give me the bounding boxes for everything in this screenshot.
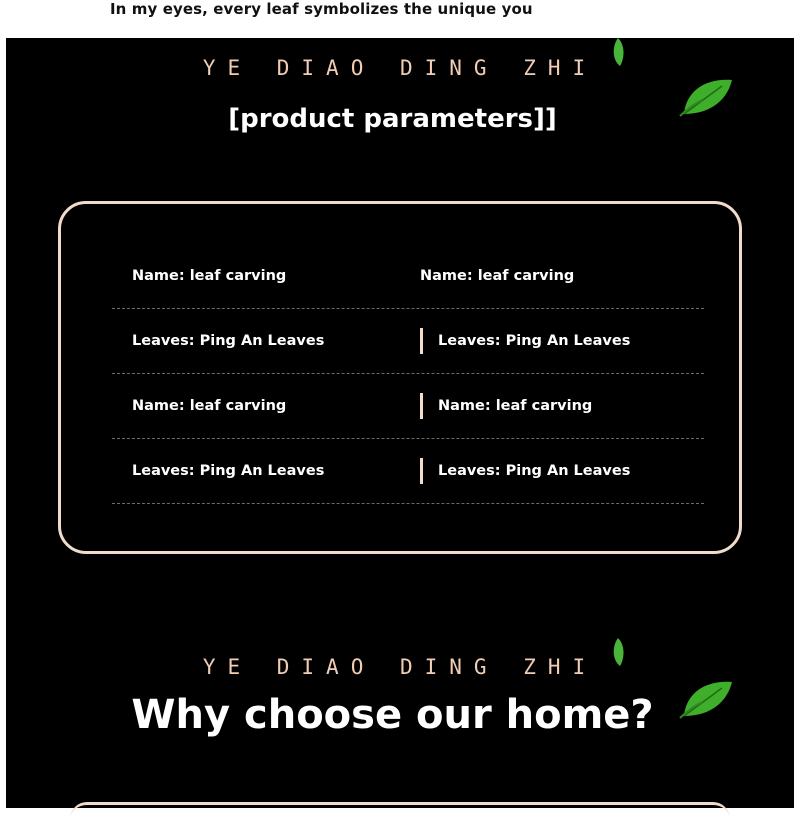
top-banner [0, 0, 800, 38]
green-leaf-icon [676, 672, 736, 722]
table-row [112, 439, 704, 504]
param-right-wrap [420, 439, 630, 503]
brand-heading: YE DIAO DING ZHI [202, 655, 598, 679]
section-title-parameters: [product parameters]] [228, 104, 557, 134]
divider-bar [420, 328, 423, 354]
param-right-wrap [420, 374, 592, 438]
table-row [112, 374, 704, 439]
param-right: Leaves: Ping An Leaves [438, 333, 631, 349]
next-card-edge [70, 802, 730, 819]
param-right: Leaves: Ping An Leaves [438, 463, 631, 479]
param-left: Leaves: Ping An Leaves [132, 333, 325, 349]
param-right-wrap [420, 309, 630, 373]
param-left: Name: leaf carving [132, 398, 287, 414]
green-leaf-icon [676, 70, 736, 120]
table-row [112, 309, 704, 374]
table-row [112, 244, 704, 309]
section-title-why: Why choose our home? [131, 692, 654, 738]
param-left: Leaves: Ping An Leaves [132, 463, 325, 479]
param-left: Name: leaf carving [132, 268, 287, 284]
tagline-text: In my eyes, every leaf symbolizes the unique you [110, 0, 533, 18]
divider-bar [420, 458, 423, 484]
small-leaf-icon [606, 36, 630, 68]
small-leaf-icon [606, 636, 630, 668]
brand-heading: YE DIAO DING ZHI [202, 56, 598, 80]
param-right: Name: leaf carving [420, 268, 575, 284]
divider-bar [420, 393, 423, 419]
param-right: Name: leaf carving [438, 398, 593, 414]
